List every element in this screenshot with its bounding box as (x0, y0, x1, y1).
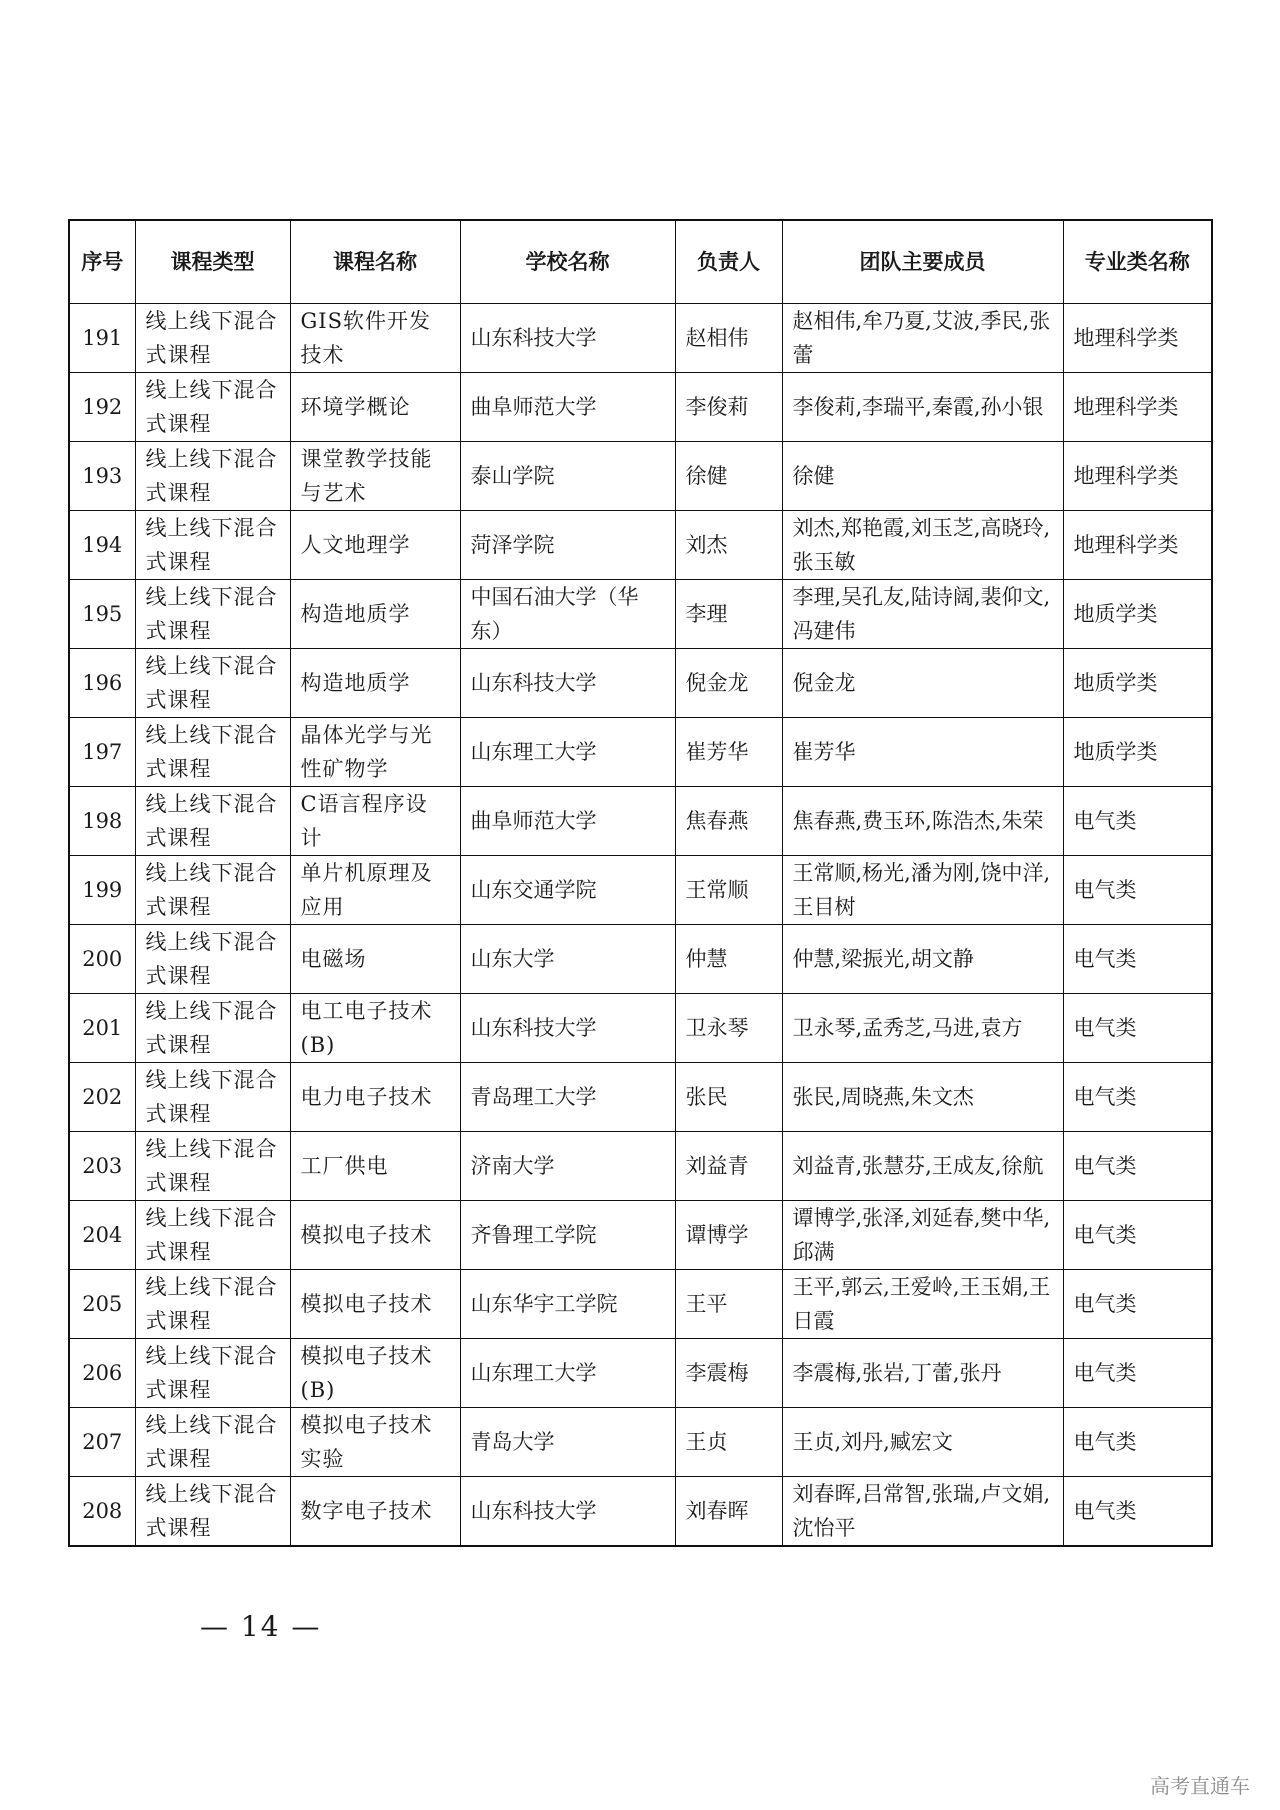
cell-school-name: 青岛大学 (460, 1408, 675, 1477)
cell-course-type: 线上线下混合式课程 (135, 511, 290, 580)
table-row (69, 1063, 1212, 1132)
cell-leader: 张民 (675, 1063, 782, 1132)
cell-school-name: 山东科技大学 (460, 304, 675, 373)
page-number: — 14 — (200, 1610, 322, 1643)
cell-number: 204 (69, 1201, 135, 1270)
cell-number: 202 (69, 1063, 135, 1132)
table-row (69, 718, 1212, 787)
header-team-members: 团队主要成员 (782, 220, 1063, 304)
cell-team-members: 谭博学,张泽,刘延春,樊中华,邱满 (782, 1201, 1063, 1270)
cell-course-type: 线上线下混合式课程 (135, 787, 290, 856)
course-table (68, 219, 1213, 1547)
table-row (69, 1270, 1212, 1339)
cell-major-category: 地理科学类 (1063, 442, 1212, 511)
cell-course-name: 晶体光学与光性矿物学 (290, 718, 460, 787)
cell-school-name: 山东交通学院 (460, 856, 675, 925)
cell-course-type: 线上线下混合式课程 (135, 580, 290, 649)
cell-major-category: 电气类 (1063, 1132, 1212, 1201)
cell-leader: 王常顺 (675, 856, 782, 925)
cell-course-name: 人文地理学 (290, 511, 460, 580)
cell-team-members: 焦春燕,费玉环,陈浩杰,朱荣 (782, 787, 1063, 856)
cell-course-type: 线上线下混合式课程 (135, 1408, 290, 1477)
cell-leader: 仲慧 (675, 925, 782, 994)
cell-course-type: 线上线下混合式课程 (135, 373, 290, 442)
header-major-category: 专业类名称 (1063, 220, 1212, 304)
cell-team-members: 刘春晖,吕常智,张瑞,卢文娟,沈怡平 (782, 1477, 1063, 1547)
cell-team-members: 崔芳华 (782, 718, 1063, 787)
cell-number: 192 (69, 373, 135, 442)
table-row (69, 304, 1212, 373)
table-header-row (69, 220, 1212, 304)
table-row (69, 856, 1212, 925)
cell-school-name: 山东理工大学 (460, 718, 675, 787)
cell-course-name: GIS软件开发技术 (290, 304, 460, 373)
table-row (69, 1132, 1212, 1201)
table-row (69, 442, 1212, 511)
cell-school-name: 山东科技大学 (460, 649, 675, 718)
cell-number: 193 (69, 442, 135, 511)
cell-number: 203 (69, 1132, 135, 1201)
cell-school-name: 齐鲁理工学院 (460, 1201, 675, 1270)
table-row (69, 1408, 1212, 1477)
header-number: 序号 (69, 220, 135, 304)
cell-leader: 李俊莉 (675, 373, 782, 442)
table-row (69, 925, 1212, 994)
cell-major-category: 电气类 (1063, 1408, 1212, 1477)
cell-team-members: 刘杰,郑艳霞,刘玉芝,高晓玲,张玉敏 (782, 511, 1063, 580)
cell-course-name: 电力电子技术 (290, 1063, 460, 1132)
cell-major-category: 地理科学类 (1063, 511, 1212, 580)
cell-course-type: 线上线下混合式课程 (135, 442, 290, 511)
cell-course-name: 工厂供电 (290, 1132, 460, 1201)
cell-major-category: 电气类 (1063, 787, 1212, 856)
cell-major-category: 地理科学类 (1063, 373, 1212, 442)
cell-course-name: 模拟电子技术实验 (290, 1408, 460, 1477)
cell-number: 196 (69, 649, 135, 718)
cell-course-type: 线上线下混合式课程 (135, 649, 290, 718)
cell-school-name: 山东大学 (460, 925, 675, 994)
cell-course-name: 构造地质学 (290, 649, 460, 718)
cell-team-members: 李理,吴孔友,陆诗阔,裴仰文,冯建伟 (782, 580, 1063, 649)
cell-leader: 王贞 (675, 1408, 782, 1477)
cell-course-name: C语言程序设计 (290, 787, 460, 856)
cell-major-category: 地质学类 (1063, 718, 1212, 787)
header-course-type: 课程类型 (135, 220, 290, 304)
cell-leader: 卫永琴 (675, 994, 782, 1063)
cell-number: 207 (69, 1408, 135, 1477)
header-leader: 负责人 (675, 220, 782, 304)
cell-course-type: 线上线下混合式课程 (135, 925, 290, 994)
cell-course-type: 线上线下混合式课程 (135, 994, 290, 1063)
cell-number: 201 (69, 994, 135, 1063)
cell-team-members: 李震梅,张岩,丁蕾,张丹 (782, 1339, 1063, 1408)
cell-team-members: 刘益青,张慧芬,王成友,徐航 (782, 1132, 1063, 1201)
cell-team-members: 张民,周晓燕,朱文杰 (782, 1063, 1063, 1132)
cell-course-type: 线上线下混合式课程 (135, 718, 290, 787)
cell-major-category: 电气类 (1063, 1339, 1212, 1408)
cell-number: 195 (69, 580, 135, 649)
cell-school-name: 菏泽学院 (460, 511, 675, 580)
cell-school-name: 山东理工大学 (460, 1339, 675, 1408)
cell-course-name: 构造地质学 (290, 580, 460, 649)
cell-team-members: 倪金龙 (782, 649, 1063, 718)
table-row (69, 580, 1212, 649)
cell-school-name: 山东华宇工学院 (460, 1270, 675, 1339)
cell-number: 194 (69, 511, 135, 580)
cell-course-name: 数字电子技术 (290, 1477, 460, 1547)
cell-team-members: 王常顺,杨光,潘为刚,饶中洋,王目树 (782, 856, 1063, 925)
cell-team-members: 卫永琴,孟秀芝,马进,袁方 (782, 994, 1063, 1063)
cell-school-name: 山东科技大学 (460, 994, 675, 1063)
table-row (69, 994, 1212, 1063)
table-row (69, 1477, 1212, 1547)
table-row (69, 1339, 1212, 1408)
cell-course-type: 线上线下混合式课程 (135, 856, 290, 925)
cell-number: 208 (69, 1477, 135, 1547)
cell-course-type: 线上线下混合式课程 (135, 1132, 290, 1201)
cell-major-category: 电气类 (1063, 1477, 1212, 1547)
cell-major-category: 地质学类 (1063, 649, 1212, 718)
cell-number: 200 (69, 925, 135, 994)
cell-school-name: 泰山学院 (460, 442, 675, 511)
cell-school-name: 中国石油大学（华东） (460, 580, 675, 649)
cell-leader: 赵相伟 (675, 304, 782, 373)
cell-leader: 崔芳华 (675, 718, 782, 787)
cell-course-name: 电磁场 (290, 925, 460, 994)
cell-leader: 李理 (675, 580, 782, 649)
header-school-name: 学校名称 (460, 220, 675, 304)
cell-leader: 刘益青 (675, 1132, 782, 1201)
cell-course-type: 线上线下混合式课程 (135, 1270, 290, 1339)
cell-number: 198 (69, 787, 135, 856)
cell-team-members: 赵相伟,牟乃夏,艾波,季民,张蕾 (782, 304, 1063, 373)
cell-course-type: 线上线下混合式课程 (135, 1201, 290, 1270)
header-course-name: 课程名称 (290, 220, 460, 304)
cell-number: 206 (69, 1339, 135, 1408)
cell-school-name: 济南大学 (460, 1132, 675, 1201)
cell-course-name: 模拟电子技术 (290, 1201, 460, 1270)
cell-course-type: 线上线下混合式课程 (135, 304, 290, 373)
cell-team-members: 王贞,刘丹,臧宏文 (782, 1408, 1063, 1477)
cell-major-category: 电气类 (1063, 1270, 1212, 1339)
cell-number: 197 (69, 718, 135, 787)
cell-major-category: 电气类 (1063, 1063, 1212, 1132)
table-row (69, 373, 1212, 442)
cell-course-name: 电工电子技术(B) (290, 994, 460, 1063)
cell-major-category: 地理科学类 (1063, 304, 1212, 373)
cell-team-members: 徐健 (782, 442, 1063, 511)
cell-major-category: 电气类 (1063, 994, 1212, 1063)
cell-major-category: 电气类 (1063, 1201, 1212, 1270)
cell-course-name: 模拟电子技术(B) (290, 1339, 460, 1408)
cell-number: 191 (69, 304, 135, 373)
table-row (69, 511, 1212, 580)
watermark-text: 高考直通车 (1150, 1774, 1250, 1798)
table-row (69, 787, 1212, 856)
cell-school-name: 曲阜师范大学 (460, 787, 675, 856)
cell-leader: 李震梅 (675, 1339, 782, 1408)
cell-team-members: 仲慧,梁振光,胡文静 (782, 925, 1063, 994)
cell-leader: 刘春晖 (675, 1477, 782, 1547)
cell-leader: 徐健 (675, 442, 782, 511)
cell-school-name: 青岛理工大学 (460, 1063, 675, 1132)
cell-course-type: 线上线下混合式课程 (135, 1063, 290, 1132)
cell-leader: 倪金龙 (675, 649, 782, 718)
cell-course-name: 单片机原理及应用 (290, 856, 460, 925)
cell-course-name: 课堂教学技能与艺术 (290, 442, 460, 511)
cell-leader: 谭博学 (675, 1201, 782, 1270)
cell-course-name: 环境学概论 (290, 373, 460, 442)
cell-number: 205 (69, 1270, 135, 1339)
cell-course-type: 线上线下混合式课程 (135, 1339, 290, 1408)
cell-leader: 刘杰 (675, 511, 782, 580)
cell-school-name: 曲阜师范大学 (460, 373, 675, 442)
cell-major-category: 地质学类 (1063, 580, 1212, 649)
cell-number: 199 (69, 856, 135, 925)
cell-team-members: 李俊莉,李瑞平,秦霞,孙小银 (782, 373, 1063, 442)
cell-leader: 王平 (675, 1270, 782, 1339)
cell-leader: 焦春燕 (675, 787, 782, 856)
cell-course-name: 模拟电子技术 (290, 1270, 460, 1339)
table-row (69, 1201, 1212, 1270)
cell-course-type: 线上线下混合式课程 (135, 1477, 290, 1547)
cell-team-members: 王平,郭云,王爱岭,王玉娟,王日霞 (782, 1270, 1063, 1339)
cell-major-category: 电气类 (1063, 925, 1212, 994)
table-row (69, 649, 1212, 718)
cell-school-name: 山东科技大学 (460, 1477, 675, 1547)
cell-major-category: 电气类 (1063, 856, 1212, 925)
